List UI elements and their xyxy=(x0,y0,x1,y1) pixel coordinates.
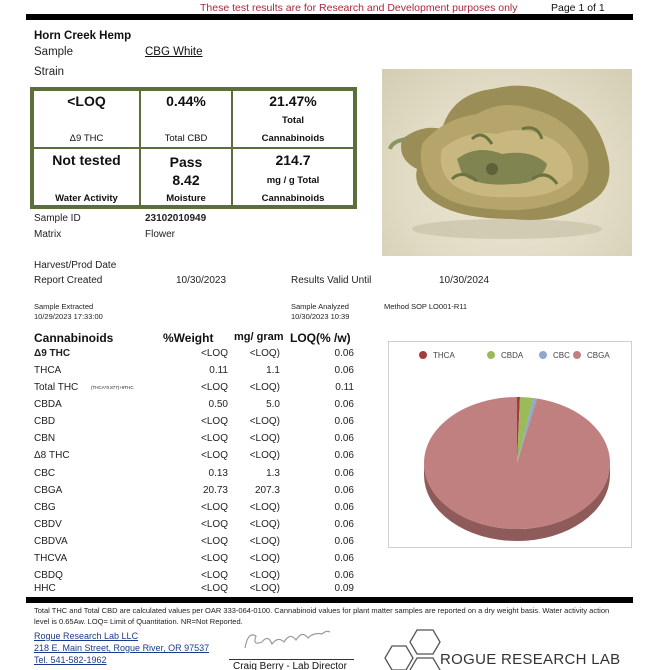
table-row xyxy=(34,348,354,363)
loq-value: 0.06 xyxy=(334,399,354,410)
signature-line xyxy=(229,659,354,660)
disclaimer-text: These test results are for Research and Development purposes only xyxy=(200,2,518,14)
moisture-label: Moisture xyxy=(166,193,206,204)
header-divider xyxy=(26,14,633,20)
total-cannabinoids-line2: Cannabinoids xyxy=(261,133,325,144)
sample-id-value: 23102010949 xyxy=(145,213,207,224)
header-loq: LOQ(% /w) xyxy=(290,331,351,345)
mg-per-gram: <LOQ) xyxy=(249,450,280,461)
pie-graphic xyxy=(389,342,633,549)
cannabinoid-name: CBDV xyxy=(34,519,62,530)
summary-cell-d9thc xyxy=(32,89,141,149)
cannabinoid-name: CBC xyxy=(34,468,56,479)
mg-per-gram: <LOQ) xyxy=(249,416,280,427)
legend-label: CBDA xyxy=(501,351,524,360)
percent-weight: <LOQ xyxy=(201,502,228,513)
percent-weight: <LOQ xyxy=(201,536,228,547)
cannabinoid-name: CBGA xyxy=(34,485,63,496)
summary-cell-total-cbd xyxy=(139,89,233,149)
table-row xyxy=(34,583,354,598)
mg-per-gram: 1.3 xyxy=(266,468,280,479)
percent-weight: 0.50 xyxy=(208,399,228,410)
loq-value: 0.06 xyxy=(334,502,354,513)
loq-value: 0.06 xyxy=(334,485,354,496)
cannabinoid-name: CBDA xyxy=(34,399,62,410)
lab-name-link[interactable]: Rogue Research Lab LLC xyxy=(34,631,139,641)
percent-weight: <LOQ xyxy=(201,416,228,427)
summary-cell-total-cannabinoids xyxy=(231,89,355,149)
percent-weight: 0.13 xyxy=(208,468,228,479)
mg-per-gram: <LOQ) xyxy=(249,433,280,444)
cannabinoid-name: CBN xyxy=(34,433,56,444)
header-weight: %Weight xyxy=(163,331,214,345)
footnote-text: Total THC and Total CBD are calculated values per OAR 333-064-0100. Cannabinoid values for plant matter samples are reported on a dry weight basis. Water activity action level is 0.65Aw. LOQ= Limit of Quantitation. NR=Not Reported. xyxy=(34,606,610,626)
percent-weight: <LOQ xyxy=(201,348,228,359)
loq-value: 0.06 xyxy=(334,433,354,444)
cannabinoid-name: CBG xyxy=(34,502,56,513)
table-row xyxy=(34,485,354,500)
valid-until-label: Results Valid Until xyxy=(291,275,372,286)
summary-cell-water-activity xyxy=(32,147,141,207)
percent-weight: <LOQ xyxy=(201,553,228,564)
table-row xyxy=(34,553,354,568)
percent-weight: <LOQ xyxy=(201,519,228,530)
loq-value: 0.11 xyxy=(335,382,354,393)
mg-per-gram: <LOQ) xyxy=(249,570,280,581)
cannabinoid-name: Δ8 THC xyxy=(34,450,70,461)
mg-total-value: 214.7 xyxy=(275,152,311,168)
table-row xyxy=(34,536,354,551)
table-row xyxy=(34,382,354,397)
mg-per-gram: <LOQ) xyxy=(249,583,280,594)
summary-cell-moisture xyxy=(139,147,233,207)
page-number: Page 1 of 1 xyxy=(551,2,605,14)
total-cbd-value: 0.44% xyxy=(166,93,206,109)
mg-per-gram: <LOQ) xyxy=(249,553,280,564)
loq-value: 0.06 xyxy=(334,553,354,564)
cannabinoid-name: THCA xyxy=(34,365,62,376)
loq-value: 0.06 xyxy=(334,348,354,359)
summary-grid xyxy=(30,87,357,209)
report-created-value: 10/30/2023 xyxy=(176,275,227,286)
table-row xyxy=(34,468,354,483)
cannabinoid-name: CBD xyxy=(34,416,56,427)
table-row xyxy=(34,450,354,465)
sample-analyzed-value: 10/30/2023 10:39 xyxy=(291,312,350,321)
lab-address-link[interactable]: 218 E. Main Street, Rogue River, OR 97537 xyxy=(34,643,210,653)
d9thc-label: Δ9 THC xyxy=(69,133,104,144)
sample-id-label: Sample ID xyxy=(34,213,81,224)
table-row xyxy=(34,519,354,534)
water-activity-value: Not tested xyxy=(52,152,121,168)
hexagon-logo-icon xyxy=(382,628,442,670)
loq-value: 0.06 xyxy=(334,468,354,479)
water-activity-label: Water Activity xyxy=(55,193,118,204)
mg-per-gram: <LOQ) xyxy=(249,502,280,513)
cannabinoid-name: Δ9 THC xyxy=(34,348,71,359)
moisture-value: 8.42 xyxy=(172,172,200,188)
harvest-date-label: Harvest/Prod Date xyxy=(34,260,117,271)
mg-total-line2: Cannabinoids xyxy=(261,193,325,204)
lab-director: Craig Berry - Lab Director xyxy=(233,661,347,670)
sample-analyzed-label: Sample Analyzed xyxy=(291,302,349,311)
mg-per-gram: <LOQ) xyxy=(249,536,280,547)
summary-cell-mg-total xyxy=(231,147,355,207)
pie-slice xyxy=(424,397,610,529)
footer-divider xyxy=(26,597,633,603)
mg-total-line1: mg / g Total xyxy=(266,175,320,186)
mg-per-gram: 207.3 xyxy=(254,485,280,496)
cannabinoid-name: Total THC xyxy=(34,382,79,393)
total-cbd-label: Total CBD xyxy=(164,133,208,144)
table-row xyxy=(34,416,354,431)
report-created-label: Report Created xyxy=(34,275,103,286)
sample-name: CBG White xyxy=(145,46,203,58)
total-cannabinoids-value: 21.47% xyxy=(269,93,317,109)
strain-label: Strain xyxy=(34,66,65,78)
sample-extracted-label: Sample Extracted xyxy=(34,302,94,311)
mg-per-gram: <LOQ) xyxy=(249,519,280,530)
matrix-label: Matrix xyxy=(34,229,62,240)
hemp-flower-image xyxy=(382,69,632,256)
mg-per-gram: <LOQ) xyxy=(249,348,280,359)
table-row xyxy=(34,433,354,448)
moisture-status: Pass xyxy=(169,154,203,170)
percent-weight: <LOQ xyxy=(201,433,228,444)
header-cannabinoids: Cannabinoids xyxy=(34,331,114,345)
loq-value: 0.09 xyxy=(334,583,354,594)
percent-weight: <LOQ xyxy=(201,583,228,594)
sample-label: Sample xyxy=(34,46,73,58)
loq-value: 0.06 xyxy=(334,536,354,547)
valid-until-value: 10/30/2024 xyxy=(439,275,490,286)
percent-weight: <LOQ xyxy=(201,450,228,461)
table-row xyxy=(34,365,354,380)
method-text: Method SOP LO001-R11 xyxy=(384,302,468,311)
mg-per-gram: 5.0 xyxy=(266,399,280,410)
lab-phone-link[interactable]: Tel. 541-582-1962 xyxy=(34,655,107,665)
percent-weight: 20.73 xyxy=(202,485,228,496)
matrix-value: Flower xyxy=(145,229,176,240)
loq-value: 0.06 xyxy=(334,450,354,461)
sample-photo xyxy=(382,69,632,256)
d9thc-value: <LOQ xyxy=(67,93,106,109)
cannabinoid-name: THCVA xyxy=(34,553,68,564)
loq-value: 0.06 xyxy=(334,519,354,530)
percent-weight: 0.11 xyxy=(209,365,228,376)
cannabinoid-name: CBDQ xyxy=(34,570,63,581)
percent-weight: <LOQ xyxy=(201,382,228,393)
formula-note: (THCA*0.877)+9THC xyxy=(91,385,134,390)
table-header xyxy=(34,331,354,346)
loq-value: 0.06 xyxy=(334,365,354,376)
header-mg-gram: mg/ gram xyxy=(234,331,284,343)
legend-label: CBC xyxy=(553,351,570,360)
cannabinoid-pie-chart xyxy=(388,341,632,548)
lab-logo-text: ROGUE RESEARCH LAB xyxy=(440,651,621,668)
table-row xyxy=(34,502,354,517)
sample-extracted-value: 10/29/2023 17:33:00 xyxy=(34,312,103,321)
table-row xyxy=(34,399,354,414)
client-name: Horn Creek Hemp xyxy=(34,30,132,42)
legend-label: CBGA xyxy=(587,351,610,360)
cannabinoid-name: HHC xyxy=(34,583,56,594)
cannabinoid-name: CBDVA xyxy=(34,536,68,547)
total-cannabinoids-line1: Total xyxy=(282,115,304,126)
loq-value: 0.06 xyxy=(334,570,354,581)
percent-weight: <LOQ xyxy=(201,570,228,581)
mg-per-gram: 1.1 xyxy=(266,365,280,376)
loq-value: 0.06 xyxy=(334,416,354,427)
mg-per-gram: <LOQ) xyxy=(249,382,280,393)
signature-icon xyxy=(240,626,335,656)
legend-label: THCA xyxy=(433,351,455,360)
